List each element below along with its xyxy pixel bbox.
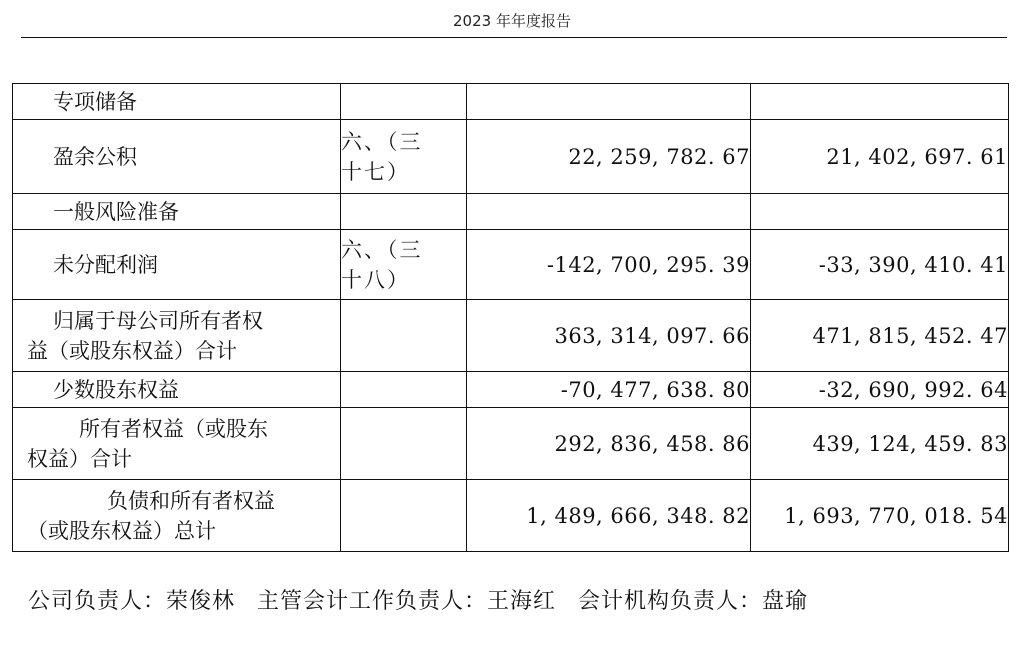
note-line-2: 十七）	[341, 159, 410, 184]
previous-period-cell	[751, 84, 1009, 120]
note-cell	[341, 480, 467, 552]
item-label: 专项储备	[53, 89, 137, 114]
current-period-cell: -70, 477, 638. 80	[467, 372, 751, 408]
previous-period-cell: 21, 402, 697. 61	[751, 120, 1009, 194]
item-label-line-2: 权益）合计	[27, 446, 132, 471]
current-period-cell: 22, 259, 782. 67	[467, 120, 751, 194]
item-cell	[13, 120, 341, 194]
note-cell	[341, 230, 467, 300]
page-header-title: 2023 年年度报告	[453, 12, 571, 30]
table-row-minority-equity	[13, 372, 1009, 408]
note-line-2: 十八）	[341, 267, 410, 292]
note-cell	[341, 300, 467, 372]
note-line-1: 六、（三	[341, 129, 423, 154]
item-label: 盈余公积	[53, 144, 137, 169]
table-row-surplus-reserve	[13, 120, 1009, 194]
item-label-line-1: 负债和所有者权益	[107, 488, 275, 513]
note-cell	[341, 372, 467, 408]
table-row-undistributed-profit	[13, 230, 1009, 300]
item-label: 少数股东权益	[53, 377, 179, 402]
item-cell	[13, 230, 341, 300]
current-period-cell: 292, 836, 458. 86	[467, 408, 751, 480]
previous-period-cell: 471, 815, 452. 47	[751, 300, 1009, 372]
accounting-head-label: 主管会计工作负责人：王海红	[257, 589, 557, 614]
company-head-label: 公司负责人：荣俊林	[28, 589, 236, 614]
balance-sheet-equity-table	[12, 83, 1009, 552]
previous-period-cell: 439, 124, 459. 83	[751, 408, 1009, 480]
note-cell	[341, 194, 467, 230]
item-label-line-2: （或股东权益）总计	[27, 518, 216, 543]
current-period-cell	[467, 84, 751, 120]
note-cell	[341, 84, 467, 120]
item-cell	[13, 84, 341, 120]
note-line-1: 六、（三	[341, 237, 423, 262]
signature-footer	[28, 584, 822, 615]
current-period-cell: -142, 700, 295. 39	[467, 230, 751, 300]
table-row-liabilities-and-equity-total	[13, 480, 1009, 552]
item-label-line-1: 所有者权益（或股东	[79, 416, 268, 441]
item-cell	[13, 480, 341, 552]
note-cell	[341, 408, 467, 480]
item-cell	[13, 372, 341, 408]
table-row-general-risk-reserve	[13, 194, 1009, 230]
table-row-special-reserve	[13, 84, 1009, 120]
previous-period-cell	[751, 194, 1009, 230]
item-cell	[13, 408, 341, 480]
current-period-cell	[467, 194, 751, 230]
table-row-parent-equity-total	[13, 300, 1009, 372]
note-cell	[341, 120, 467, 194]
current-period-cell: 363, 314, 097. 66	[467, 300, 751, 372]
previous-period-cell: -32, 690, 992. 64	[751, 372, 1009, 408]
current-period-cell: 1, 489, 666, 348. 82	[467, 480, 751, 552]
previous-period-cell: -33, 390, 410. 41	[751, 230, 1009, 300]
table-row-total-equity	[13, 408, 1009, 480]
item-label-line-1: 归属于母公司所有者权	[53, 308, 263, 333]
item-cell	[13, 194, 341, 230]
item-cell	[13, 300, 341, 372]
item-label-line-2: 益（或股东权益）合计	[27, 338, 237, 363]
previous-period-cell: 1, 693, 770, 018. 54	[751, 480, 1009, 552]
accounting-dept-head-label: 会计机构负责人：盘瑜	[578, 589, 809, 614]
header-divider	[21, 37, 1007, 38]
item-label: 一般风险准备	[53, 199, 179, 224]
item-label: 未分配利润	[53, 252, 158, 277]
